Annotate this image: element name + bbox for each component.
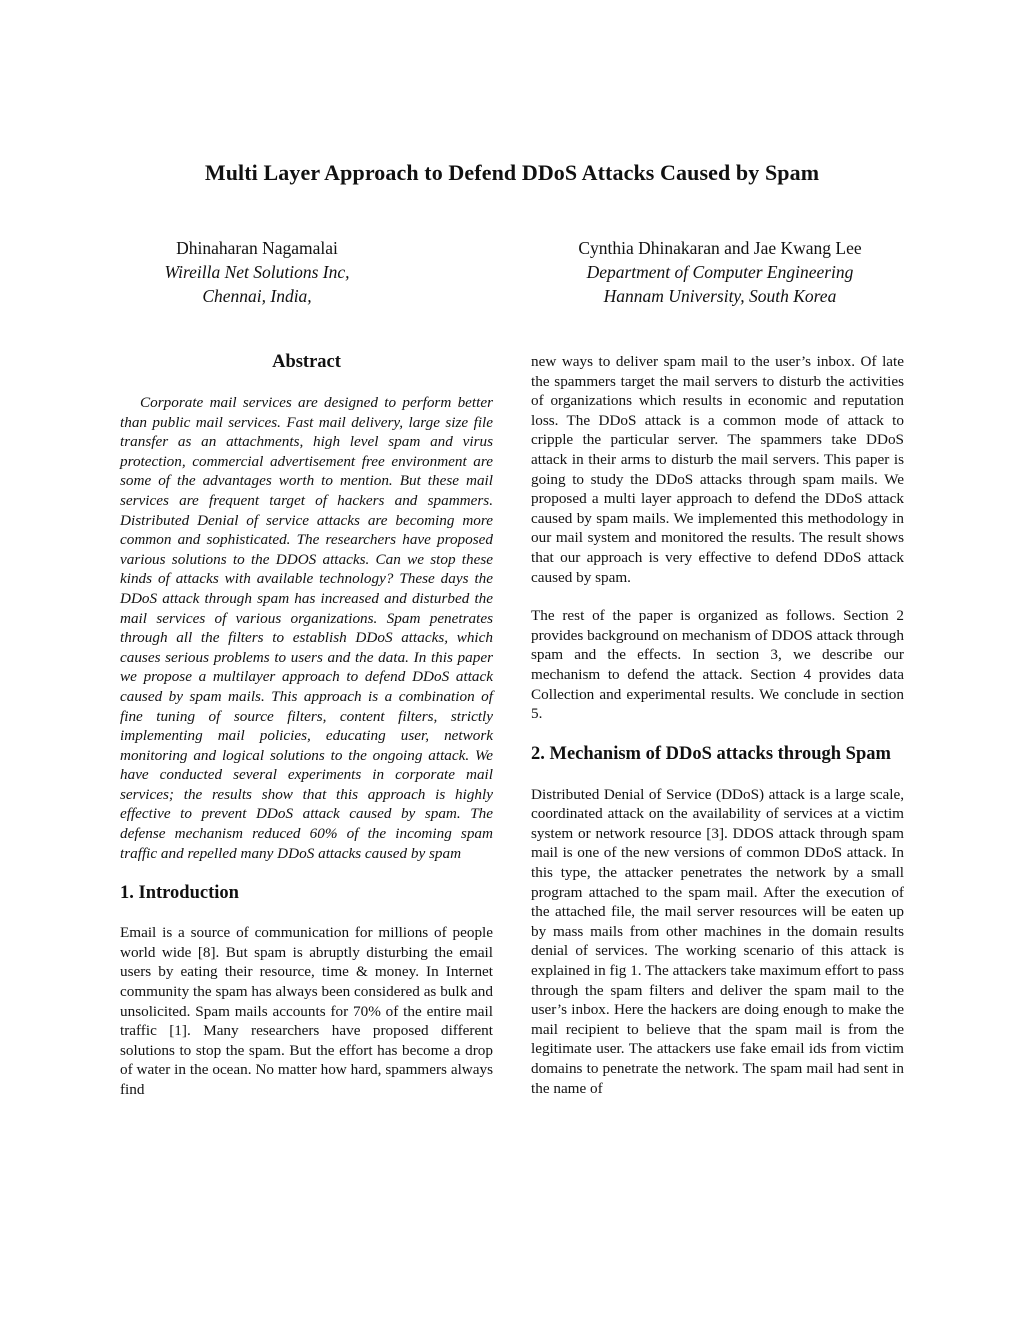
author-name: Dhinaharan Nagamalai — [176, 238, 338, 258]
paper-title: Multi Layer Approach to Defend DDoS Attacks Caused by Spam — [204, 160, 820, 185]
left-column — [120, 352, 493, 1100]
author-block-1 — [130, 236, 384, 308]
introduction-paragraph: Email is a source of communication for millions of people world wide [8]. But spam is abruptly disturbing the email users by eating their resource, time & money. In Internet community the spam has always been considered as bulk and unsolicited. Spam mails accounts for 70% of the entire mail traffic [1]. Many researchers have proposed different solutions to stop the spam. But the effort has become a drop of water in the ocean. No matter how hard, spammers always find — [120, 924, 493, 1098]
section2-paragraph: Distributed Denial of Service (DDoS) attack is a large scale, coordinated attack on the availability of services at a victim system or network resource [3]. DDOS attack through spam mail is one of the new versions of common DDoS attack. In this type, the attacker penetrates the network by a small program attached to the spam mail. After the execution of the attached file, the mail server resources will be eaten up by mass mails from other machines in the domain results denial of services. The working scenario of this attack is explained in fig 1. The attackers take maximum effort to pass through the spam filters and deliver the spam mail to the user’s inbox. Here the hackers are doing enough to make the mail recipient to believe that the spam mail is from the legitimate user. The attackers use fake email ids from victim domains to penetrate the network. The spam mail had sent in the name of — [531, 785, 904, 1097]
paragraph-gap — [531, 587, 904, 606]
introduction-paragraph-continued: new ways to deliver spam mail to the user’s inbox. Of late the spammers target the mail servers to disturb the activities of organizations which results in economic and reputation loss. The DDoS attack is a common mode of attack to cripple the particular server. The spammers take DDoS attack in their arms to disturb the mail servers. This paper is going to study the DDoS attacks through spam mails. We proposed a multi layer approach to defend the DDoS attack caused by spam mails. We implemented this methodology in our mail system and monitored the results. The result shows that our approach is very effective to defend DDoS attack caused by spam. — [531, 353, 904, 586]
introduction-paragraph-2: The rest of the paper is organized as follows. Section 2 provides background on mechanism of DDOS attack through spam and the effects. In section 3, we describe our mechanism to defend the attack. Section 4 provides data Collection and experimental results. We conclude in section 5. — [531, 607, 904, 723]
right-column — [531, 352, 904, 1098]
author-block-2 — [500, 236, 940, 308]
introduction-heading: 1. Introduction — [120, 883, 239, 904]
abstract — [120, 393, 493, 863]
author-name: Cynthia Dhinakaran and Jae Kwang Lee — [578, 238, 862, 258]
section2-heading: 2. Mechanism of DDoS attacks through Spam — [531, 743, 891, 764]
author-location: Chennai, India, — [202, 286, 312, 306]
author-affiliation: Department of Computer Engineering — [586, 262, 854, 282]
author-location: Hannam University, South Korea — [603, 286, 837, 306]
abstract-text: Corporate mail services are designed to perform better than public mail services. Fast mail delivery, large size file transfer as an attachments, high level spam and virus protection, commercial advertisement free environment are some of the advantages worth to mention. But these mail services are frequent target of hackers and spammers. Distributed Denial of service attacks are becoming more common and sophisticated. The researchers have proposed various solutions to the DDOS attacks. Can we stop these kinds of attacks with available technology? These days the DDoS attack through spam has increased and disturbed the mail services of various organizations. Spam penetrates through all the filters to establish DDoS attacks, which causes serious problems to users and the data. In this paper we propose a multilayer approach to defend DDoS attack caused by spam mails. This approach is a combination of fine tuning of source filters, content filters, strictly implementing mail policies, educating user, network monitoring and logical solutions to the ongoing attack. We have conducted several experiments in corporate mail services; the results show that this approach is highly effective to prevent DDoS attack caused by spam. The defense mechanism reduced 60% of the incoming spam traffic and repelled many DDoS attacks caused by spam — [120, 394, 493, 862]
abstract-heading: Abstract — [272, 352, 341, 372]
author-affiliation: Wireilla Net Solutions Inc, — [164, 262, 350, 282]
